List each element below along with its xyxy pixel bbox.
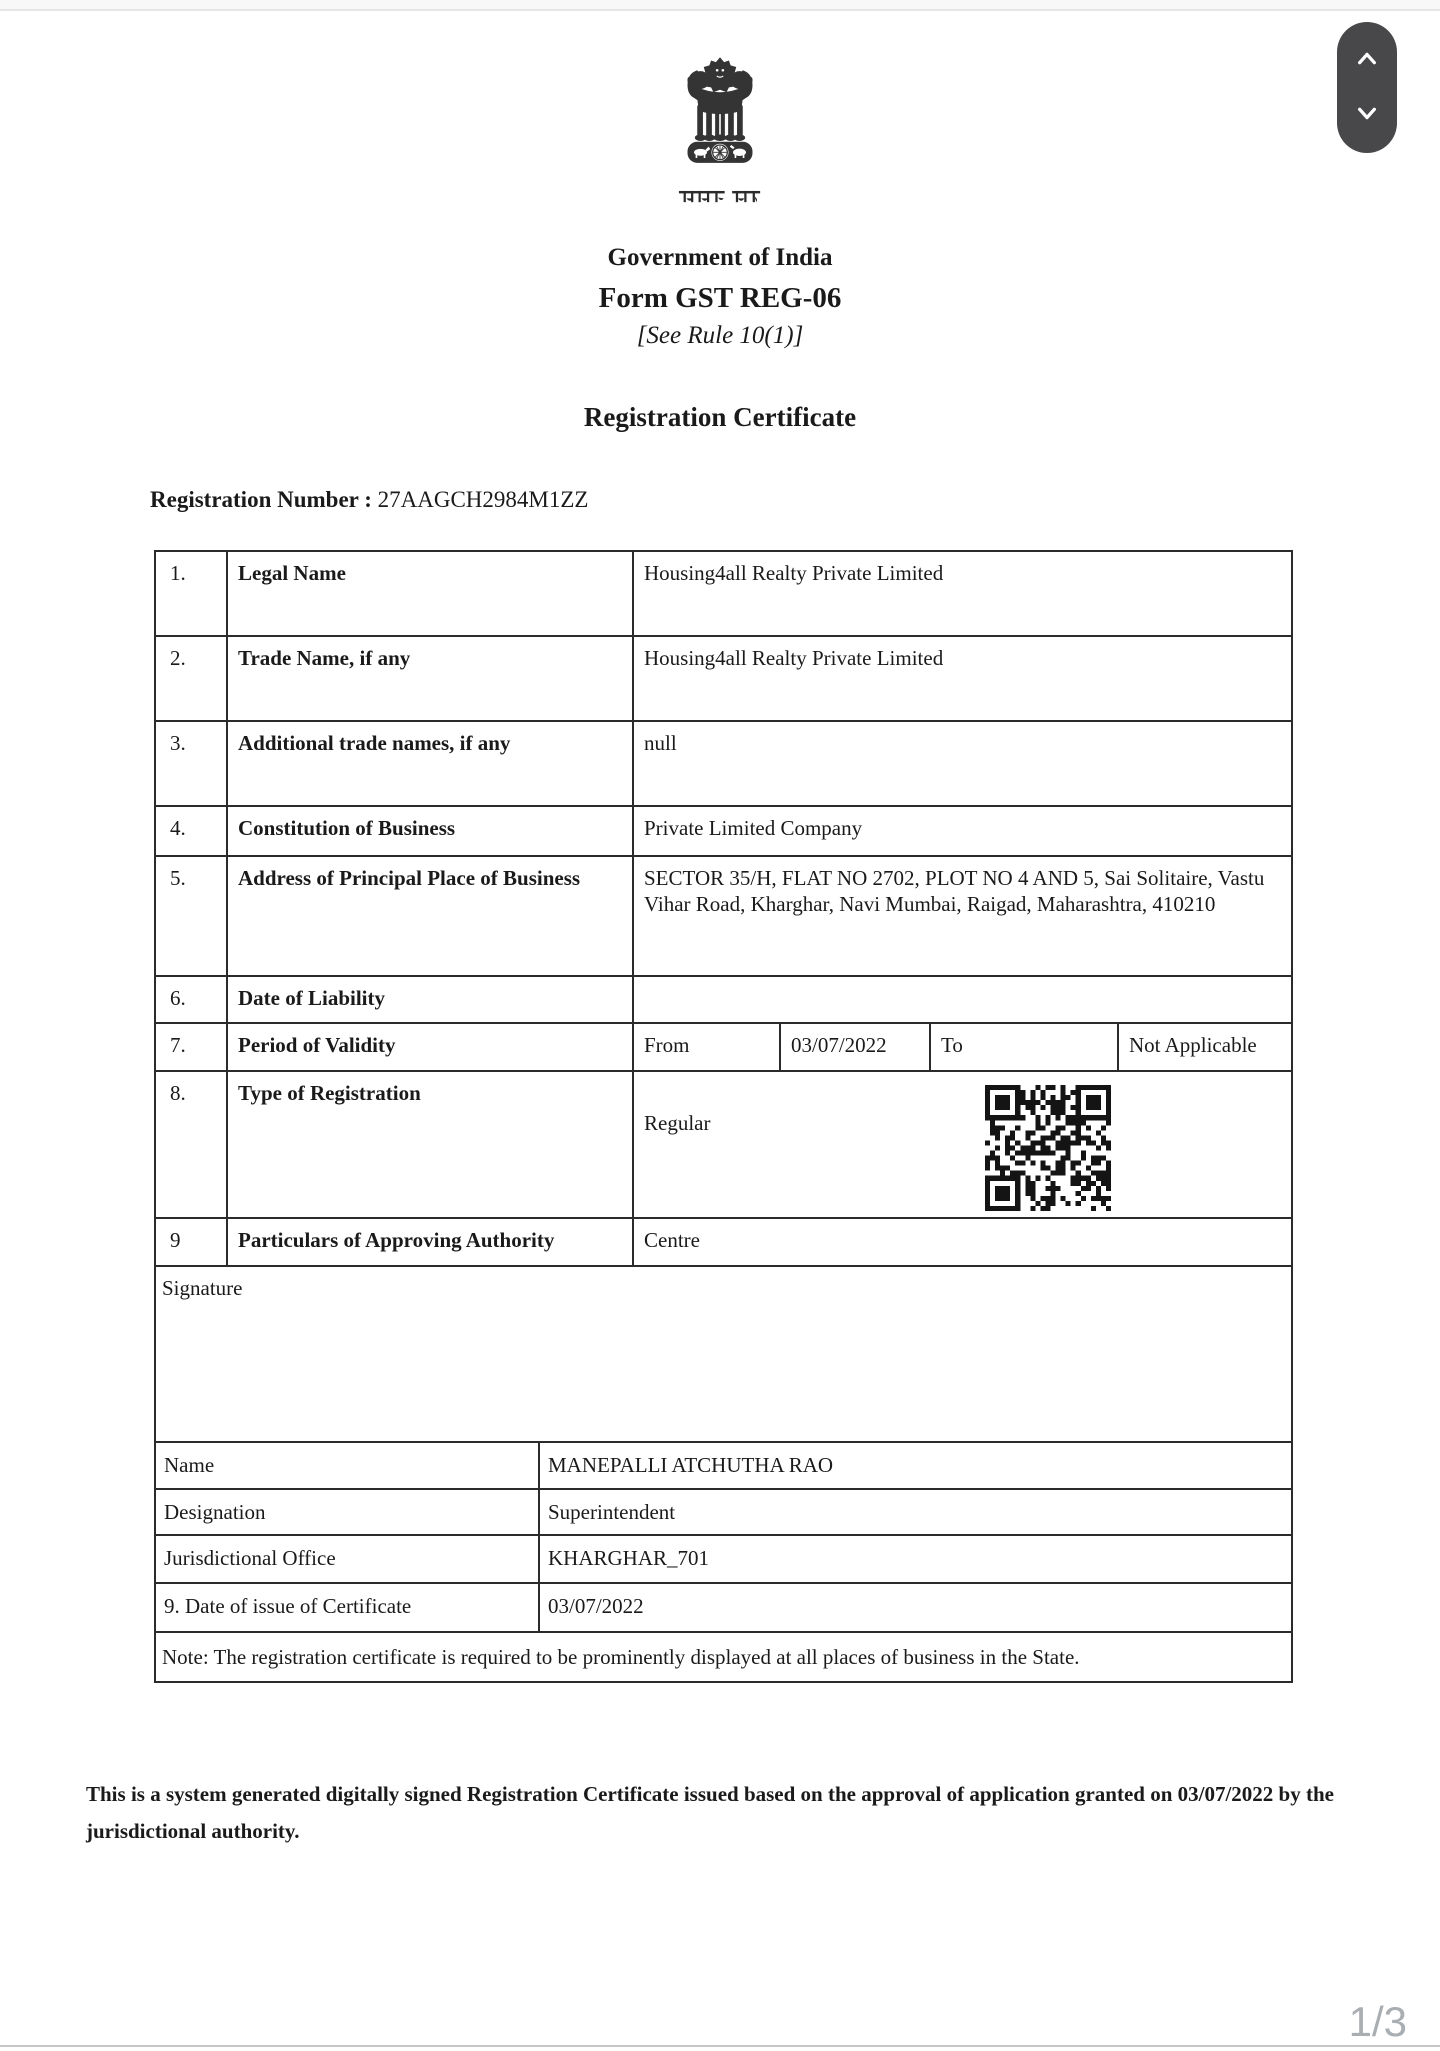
row-label: Address of Principal Place of Business bbox=[228, 857, 634, 975]
row-value: Housing4all Realty Private Limited bbox=[644, 561, 944, 585]
row-label: Trade Name, if any bbox=[228, 637, 634, 720]
row-label: Type of Registration bbox=[228, 1072, 634, 1217]
officer-label: Designation bbox=[156, 1490, 540, 1534]
officer-value: 03/07/2022 bbox=[548, 1594, 644, 1618]
row-number: 3. bbox=[156, 722, 228, 805]
note-row: Note: The registration certificate is required to be prominently displayed at all places of business in the State. bbox=[156, 1631, 1291, 1681]
officer-value: KHARGHAR_701 bbox=[548, 1546, 710, 1570]
row-number: 4. bbox=[156, 807, 228, 855]
officer-label: 9. Date of issue of Certificate bbox=[156, 1584, 540, 1631]
row-value: Private Limited Company bbox=[644, 816, 863, 840]
row-value: Regular bbox=[644, 1111, 711, 1135]
scroll-up-button[interactable] bbox=[1347, 46, 1387, 76]
row-value: Housing4all Realty Private Limited bbox=[644, 646, 944, 670]
table-row-date-of-liability bbox=[156, 975, 1291, 1022]
table-row-approving-authority bbox=[156, 1217, 1291, 1265]
row-label: Constitution of Business bbox=[228, 807, 634, 855]
rule-reference: [See Rule 10(1)] bbox=[636, 322, 804, 349]
page-indicator: 1/3 bbox=[1348, 1998, 1407, 2045]
signature-cell: Signature bbox=[156, 1265, 1291, 1441]
chevron-down-icon bbox=[1353, 102, 1381, 127]
table-row-principal-address bbox=[156, 855, 1291, 975]
row-label: Date of Liability bbox=[228, 977, 634, 1022]
officer-row-designation bbox=[156, 1488, 1291, 1534]
table-row-constitution bbox=[156, 805, 1291, 855]
registration-table bbox=[154, 550, 1293, 1683]
validity-from-label: From bbox=[634, 1024, 781, 1070]
motto-satyameva-jayate bbox=[672, 189, 768, 211]
officer-row-date-of-issue bbox=[156, 1582, 1291, 1631]
chevron-up-icon bbox=[1353, 48, 1381, 73]
scroll-down-button[interactable] bbox=[1347, 99, 1387, 129]
row-label: Additional trade names, if any bbox=[228, 722, 634, 805]
table-row-legal-name bbox=[156, 552, 1291, 635]
validity-from-value: 03/07/2022 bbox=[781, 1024, 931, 1070]
form-title: Form GST REG-06 bbox=[598, 282, 842, 314]
row-number: 7. bbox=[156, 1024, 228, 1070]
row-number: 5. bbox=[156, 857, 228, 975]
emblem-of-india bbox=[672, 54, 768, 211]
officer-label: Jurisdictional Office bbox=[156, 1536, 540, 1582]
row-number: 8. bbox=[156, 1072, 228, 1217]
officer-value: MANEPALLI ATCHUTHA RAO bbox=[548, 1453, 834, 1477]
registration-number-value: 27AAGCH2984M1ZZ bbox=[377, 487, 589, 512]
table-row-type-of-registration bbox=[156, 1070, 1291, 1217]
footer-disclaimer: This is a system generated digitally signed Registration Certificate issued based on the approval of application granted on 03/07/2022 by the jurisdictional authority. bbox=[86, 1782, 1334, 1843]
row-number: 2. bbox=[156, 637, 228, 720]
scroll-controls[interactable] bbox=[1337, 22, 1397, 153]
officer-row-jurisdictional-office bbox=[156, 1534, 1291, 1582]
registration-number-label: Registration Number : bbox=[150, 487, 372, 512]
row-number: 6. bbox=[156, 977, 228, 1022]
row-label: Particulars of Approving Authority bbox=[228, 1219, 634, 1265]
row-number: 9 bbox=[156, 1219, 228, 1265]
validity-to-value: Not Applicable bbox=[1129, 1033, 1257, 1057]
viewer-top-bar bbox=[0, 0, 1440, 11]
officer-value: Superintendent bbox=[548, 1500, 676, 1524]
row-label: Legal Name bbox=[228, 552, 634, 635]
officer-label: Name bbox=[156, 1443, 540, 1488]
government-of-india-title: Government of India bbox=[607, 244, 833, 271]
table-row-period-of-validity bbox=[156, 1022, 1291, 1070]
row-number: 1. bbox=[156, 552, 228, 635]
row-value bbox=[634, 977, 1291, 1022]
row-value: SECTOR 35/H, FLAT NO 2702, PLOT NO 4 AND 5, Sai Solitaire, Vastu Vihar Road, Kharghar, Navi Mumbai, Raigad, Maharashtra, 410210 bbox=[644, 866, 1265, 916]
row-label: Period of Validity bbox=[228, 1024, 634, 1070]
validity-to-label: To bbox=[931, 1024, 1119, 1070]
officer-row-name bbox=[156, 1441, 1291, 1488]
certificate-title: Registration Certificate bbox=[583, 402, 857, 432]
row-value: null bbox=[644, 731, 677, 755]
row-value: Centre bbox=[644, 1228, 700, 1252]
qr-code bbox=[985, 1085, 1111, 1211]
motto-text bbox=[762, 189, 763, 190]
table-row-additional-trade-names bbox=[156, 720, 1291, 805]
bottom-divider bbox=[0, 2045, 1440, 2047]
registration-number-line bbox=[150, 487, 588, 513]
table-row-trade-name bbox=[156, 635, 1291, 720]
